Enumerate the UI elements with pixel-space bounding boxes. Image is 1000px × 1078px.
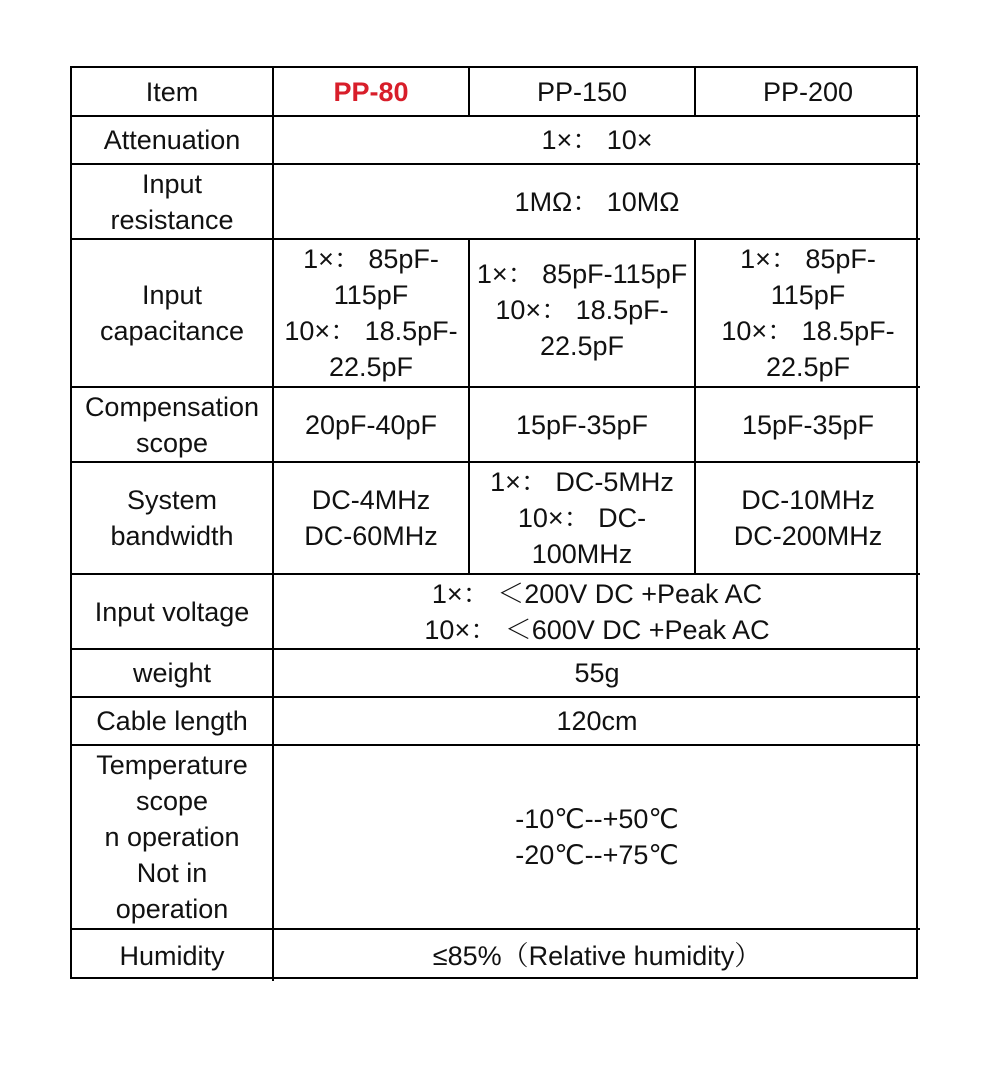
system-bandwidth-pp200: DC-10MHz DC-200MHz: [696, 463, 920, 575]
compensation-scope-pp200: 15pF-35pF: [696, 388, 920, 463]
header-pp80: PP-80: [274, 68, 470, 117]
spec-table: [70, 66, 918, 979]
system-bandwidth-pp150: 1×： DC-5MHz 10×： DC- 100MHz: [470, 463, 696, 575]
humidity-label: Humidity: [72, 930, 274, 981]
input-voltage-value: 1×： ＜200V DC +Peak AC 10×： ＜600V DC +Peak AC: [274, 575, 920, 650]
compensation-scope-pp150: 15pF-35pF: [470, 388, 696, 463]
weight-value: 55g: [274, 650, 920, 698]
input-capacitance-pp200: 1×： 85pF- 115pF 10×： 18.5pF- 22.5pF: [696, 240, 920, 388]
input-capacitance-label: Input capacitance: [72, 240, 274, 388]
humidity-value: ≤85%（Relative humidity）: [432, 940, 762, 971]
input-capacitance-pp150: 1×： 85pF-115pF 10×： 18.5pF- 22.5pF: [470, 240, 696, 388]
compensation-scope-pp80: 20pF-40pF: [274, 388, 470, 463]
temperature-scope-value: -10℃--+50℃ -20℃--+75℃: [274, 746, 920, 930]
cable-length-label: Cable length: [72, 698, 274, 746]
input-resistance-label: Input resistance: [72, 165, 274, 240]
system-bandwidth-label: System bandwidth: [72, 463, 274, 575]
input-resistance-value: 1MΩ： 10MΩ: [274, 165, 920, 240]
weight-label: weight: [72, 650, 274, 698]
compensation-scope-label: Compensation scope: [72, 388, 274, 463]
input-voltage-label: Input voltage: [72, 575, 274, 650]
input-capacitance-pp80: 1×： 85pF- 115pF 10×： 18.5pF- 22.5pF: [274, 240, 470, 388]
header-pp150: PP-150: [470, 68, 696, 117]
header-item: Item: [72, 68, 274, 117]
attenuation-label: Attenuation: [72, 117, 274, 165]
system-bandwidth-pp80: DC-4MHz DC-60MHz: [274, 463, 470, 575]
header-pp200: PP-200: [696, 68, 920, 117]
cable-length-value: 120cm: [274, 698, 920, 746]
temperature-scope-label: Temperature scope n operation Not in operation: [72, 746, 274, 930]
attenuation-value: 1×： 10×: [274, 117, 920, 165]
